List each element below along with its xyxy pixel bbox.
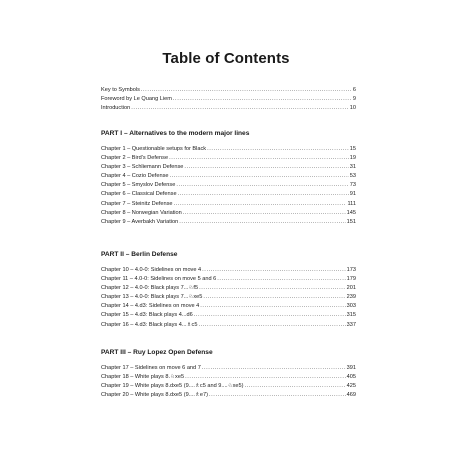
toc-entry-chapter-4[interactable]: [101, 172, 356, 181]
toc-entry-chapter-11[interactable]: [101, 275, 356, 284]
toc-entry-page: 151: [346, 218, 356, 225]
toc-entry-chapter-14[interactable]: [101, 302, 356, 311]
dot-leader: [202, 364, 346, 373]
toc-entry-page: 425: [346, 383, 356, 390]
toc-entry-chapter-13[interactable]: [101, 293, 356, 302]
dot-leader: [173, 95, 352, 104]
toc-entry-label: Chapter 11 – 4.0-0: Sidelines on move 5 and 6: [101, 276, 217, 283]
toc-entry-label: Foreword by Le Quang Liem: [101, 96, 172, 103]
dot-leader: [203, 293, 345, 302]
toc-entry-label: Chapter 20 – White plays 8.dxe5 (9....♗e7): [101, 392, 208, 399]
toc-entry-chapter-9[interactable]: [101, 218, 356, 227]
toc-entry-label: Chapter 10 – 4.0-0: Sidelines on move 4: [101, 267, 202, 273]
toc-entry-chapter-16[interactable]: [101, 321, 356, 330]
toc-entry-page: 73: [349, 182, 356, 189]
dot-leader: [209, 391, 346, 400]
dot-leader: [178, 190, 349, 199]
page-title: Table of Contents: [162, 50, 290, 67]
toc-entry-page: 9: [352, 96, 356, 103]
toc-entry-chapter-17[interactable]: [101, 364, 356, 373]
toc-entry-page: 173: [346, 267, 356, 273]
toc-entry-label: Chapter 18 – White plays 8.♘xe5: [101, 374, 185, 381]
toc-entry-label: Chapter 15 – 4.d3: Black plays 4...d6: [101, 312, 193, 319]
toc-entry-label: Chapter 2 – Bird’s Defense: [101, 155, 169, 162]
toc-entry-label: Introduction: [101, 105, 131, 112]
toc-entry-label: Chapter 7 – Steinitz Defense: [101, 200, 173, 207]
toc-entry-chapter-12[interactable]: [101, 284, 356, 293]
toc-entry-chapter-10[interactable]: [101, 266, 356, 275]
dot-leader: [183, 209, 346, 218]
toc-entry-page: 315: [346, 312, 356, 319]
dot-leader: [185, 373, 346, 382]
dot-leader: [245, 382, 346, 391]
intro-section: [101, 86, 356, 113]
toc-entry-foreword[interactable]: [101, 95, 356, 104]
toc-entry-label: Chapter 19 – White plays 8.dxe5 (9....♗c5 and 9....♘xe5): [101, 383, 244, 390]
toc-entry-label: Chapter 4 – Cozio Defense: [101, 173, 169, 180]
toc-entry-chapter-19[interactable]: [101, 382, 356, 391]
toc-entry-page: 53: [349, 173, 356, 180]
dot-leader: [131, 104, 349, 113]
toc-entry-label: Chapter 13 – 4.0-0: Black plays 7...♘xe5: [101, 294, 203, 301]
dot-leader: [179, 218, 345, 227]
toc-entry-page: 337: [346, 321, 356, 328]
toc-entry-page: 179: [346, 276, 356, 283]
toc-entry-label: Chapter 14 – 4.d3: Sidelines on move 4: [101, 303, 200, 310]
dot-leader: [141, 86, 352, 95]
toc-entry-chapter-15[interactable]: [101, 311, 356, 320]
toc-entry-chapter-5[interactable]: [101, 181, 356, 190]
toc-entry-chapter-6[interactable]: [101, 190, 356, 199]
toc-entry-page: 6: [352, 87, 356, 93]
dot-leader: [174, 200, 347, 209]
part-2-section: [101, 250, 356, 330]
toc-entry-introduction[interactable]: [101, 104, 356, 113]
part-1-section: [101, 129, 356, 227]
dot-leader: [200, 302, 345, 311]
toc-entry-chapter-20[interactable]: [101, 391, 356, 400]
toc-entry-label: Key to Symbols: [101, 87, 140, 93]
part-3-section: [101, 348, 356, 400]
toc-entry-chapter-3[interactable]: [101, 163, 356, 172]
part-heading: PART II – Berlin Defense: [101, 251, 178, 258]
dot-leader: [169, 154, 349, 163]
toc-entry-page: 15: [349, 146, 356, 152]
part-heading: PART III – Ruy Lopez Open Defense: [101, 349, 213, 356]
toc-entry-label: Chapter 17 – Sidelines on move 6 and 7: [101, 365, 201, 371]
toc-entry-chapter-2[interactable]: [101, 154, 356, 163]
toc-entry-label: Chapter 12 – 4.0-0: Black plays 7...♘f5: [101, 285, 199, 292]
toc-entry-page: 145: [346, 209, 356, 216]
toc-entry-chapter-7[interactable]: [101, 200, 356, 209]
toc-entry-label: Chapter 5 – Smyslov Defense: [101, 182, 176, 189]
toc-entry-label: Chapter 1 – Questionable setups for Black: [101, 146, 207, 152]
toc-entry-chapter-18[interactable]: [101, 373, 356, 382]
dot-leader: [194, 311, 346, 320]
toc-entry-label: Chapter 3 – Schliemann Defense: [101, 164, 184, 171]
toc-entry-key-to-symbols[interactable]: [101, 86, 356, 95]
toc-entry-page: 303: [346, 303, 356, 310]
toc-entry-page: 31: [349, 164, 356, 171]
toc-entry-chapter-1[interactable]: [101, 145, 356, 154]
dot-leader: [207, 145, 349, 154]
dot-leader: [202, 266, 346, 275]
part-heading: PART I – Alternatives to the modern major lines: [101, 130, 250, 137]
toc-entry-label: Chapter 8 – Norwegian Variation: [101, 209, 182, 216]
toc-entry-page: 239: [346, 294, 356, 301]
toc-entry-label: Chapter 16 – 4.d3: Black plays 4...♗c5: [101, 321, 198, 328]
toc-entry-page: 469: [346, 392, 356, 399]
dot-leader: [198, 321, 345, 330]
toc-entry-page: 19: [349, 155, 356, 162]
toc-entry-page: 201: [346, 285, 356, 292]
dot-leader: [176, 181, 348, 190]
toc-entry-page: 405: [346, 374, 356, 381]
toc-entry-page: 391: [346, 365, 356, 371]
toc-entry-label: Chapter 9 – Averbakh Variation: [101, 218, 179, 225]
toc-entry-page: 10: [349, 105, 356, 112]
toc-entry-chapter-8[interactable]: [101, 209, 356, 218]
toc-entry-label: Chapter 6 – Classical Defense: [101, 191, 177, 198]
dot-leader: [184, 163, 348, 172]
dot-leader: [199, 284, 346, 293]
toc-entry-page: 111: [347, 200, 356, 207]
dot-leader: [217, 275, 345, 284]
toc-entry-page: 91: [349, 191, 356, 198]
dot-leader: [169, 172, 348, 181]
